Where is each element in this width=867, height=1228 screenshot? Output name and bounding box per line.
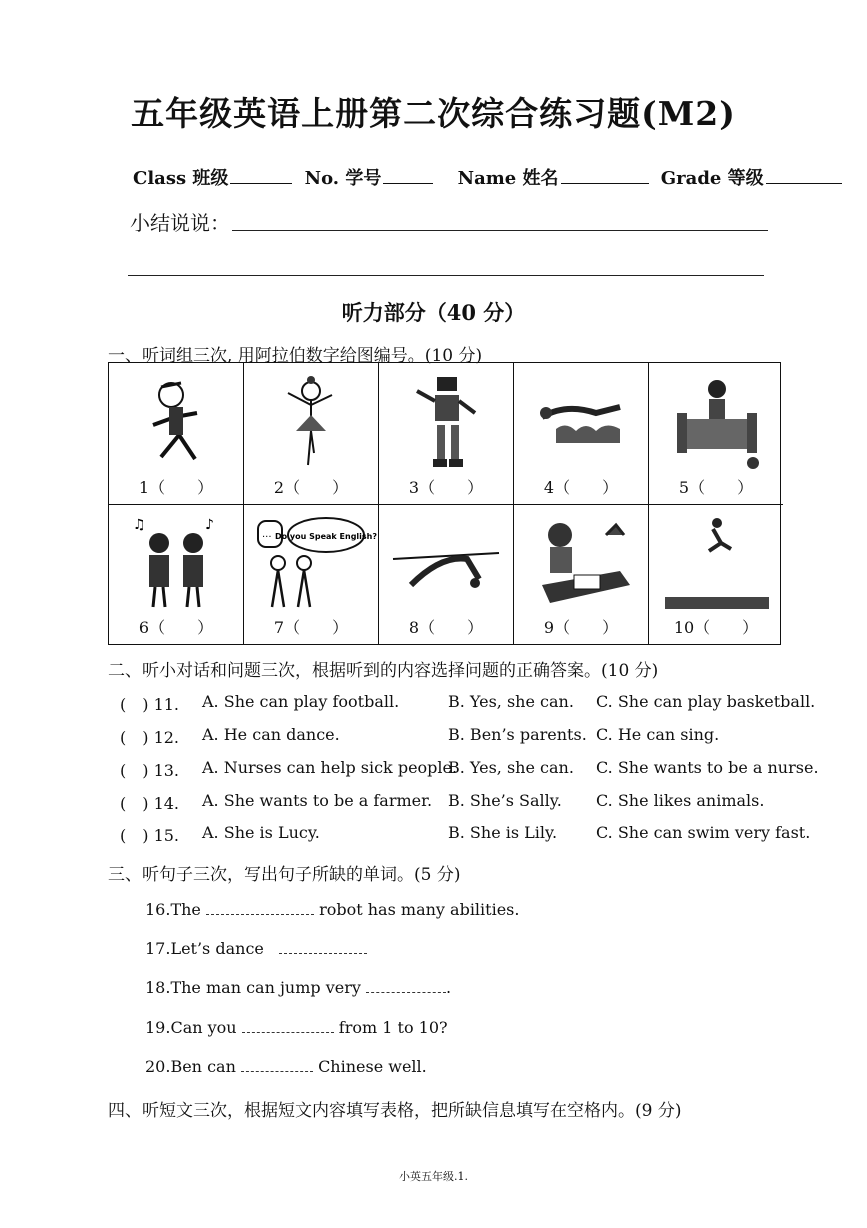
grade-label: Grade 等级 [660, 168, 764, 189]
girl-writing-icon [521, 515, 641, 615]
option-a: A. He can dance. [202, 725, 340, 744]
picture-cell-9 [514, 505, 649, 644]
question-number[interactable]: ( ) 11. [120, 695, 180, 714]
fill-item-18 [145, 978, 451, 997]
swimming-icon [526, 373, 636, 473]
dancing-girl-icon [266, 373, 356, 473]
option-b: B. Yes, she can. [448, 758, 574, 777]
picture-cell-2 [244, 363, 379, 505]
fill-item-20 [145, 1057, 427, 1076]
option-c: C. She likes animals. [596, 791, 765, 810]
class-label: Class 班级 [133, 168, 229, 189]
page-footer: 小英五年级.1. [399, 1170, 468, 1183]
cell-number: 1（ ） [138, 478, 214, 497]
fill-prefix: 18.The man can jump very [145, 978, 361, 997]
summary-line-2[interactable] [128, 275, 764, 276]
summary-line-1[interactable] [232, 230, 768, 231]
part1-heading: 一、听词组三次, 用阿拉伯数字给图编号。(10 分) [108, 346, 483, 366]
speaking-figures-icon [256, 515, 377, 615]
cell-number: 6（ ） [138, 618, 214, 637]
speech-dots: ... [262, 529, 272, 540]
picture-cell-8 [379, 505, 514, 644]
option-c: C. She can play basketball. [596, 692, 816, 711]
picture-cell-3 [379, 363, 514, 505]
picture-cell-1 [109, 363, 244, 505]
fill-item-19 [145, 1018, 448, 1037]
running-boy-icon [131, 373, 221, 473]
picture-cell-5 [649, 363, 783, 505]
picture-cell-10 [649, 505, 783, 644]
fill-suffix: . [446, 978, 452, 997]
fill-prefix: 19.Can you [145, 1018, 237, 1037]
cell-number: 10（ ） [673, 618, 759, 637]
cell-number: 5（ ） [678, 478, 754, 497]
picture-grid [108, 362, 781, 645]
fill-item-17 [145, 939, 367, 958]
cell-number: 9（ ） [543, 618, 619, 637]
class-field[interactable] [230, 169, 292, 184]
option-a: A. Nurses can help sick people. [202, 758, 458, 777]
no-label: No. 学号 [304, 168, 382, 189]
cell-number: 4（ ） [543, 478, 619, 497]
answer-blank[interactable] [279, 941, 367, 954]
picture-cell-7 [244, 505, 379, 644]
answer-blank[interactable] [242, 1020, 334, 1033]
grade-field[interactable] [766, 169, 842, 184]
option-a: A. She is Lucy. [202, 823, 320, 842]
answer-blank[interactable] [241, 1059, 313, 1072]
option-c: C. He can sing. [596, 725, 720, 744]
fill-suffix: Chinese well. [318, 1057, 427, 1076]
question-number[interactable]: ( ) 13. [120, 761, 180, 780]
listening-heading: 听力部分（40 分） [341, 300, 526, 325]
question-number[interactable]: ( ) 12. [120, 728, 180, 747]
fill-item-16 [145, 900, 519, 919]
part2-heading: 二、听小对话和问题三次，根据听到的内容选择问题的正确答案。(10 分) [108, 661, 659, 681]
name-label: Name 姓名 [457, 168, 559, 189]
option-c: C. She can swim very fast. [596, 823, 811, 842]
option-b: B. Yes, she can. [448, 692, 574, 711]
option-c: C. She wants to be a nurse. [596, 758, 819, 777]
answer-blank[interactable] [206, 902, 314, 915]
summary-label: 小结说说： [130, 211, 230, 235]
question-number[interactable]: ( ) 14. [120, 794, 180, 813]
speech-bubble-text: Do you Speak English? [275, 532, 377, 541]
question-number[interactable]: ( ) 15. [120, 826, 180, 845]
cell-number: 2（ ） [273, 478, 349, 497]
option-a: A. She wants to be a farmer. [202, 791, 433, 810]
part4-heading: 四、听短文三次，根据短文内容填写表格，把所缺信息填写在空格内。(9 分) [108, 1101, 682, 1121]
option-b: B. She is Lily. [448, 823, 558, 842]
name-field[interactable] [561, 169, 649, 184]
no-field[interactable] [383, 169, 433, 184]
option-a: A. She can play football. [202, 692, 400, 711]
girl-on-sofa-icon [671, 373, 761, 473]
fill-suffix: from 1 to 10? [338, 1018, 448, 1037]
option-b: B. She’s Sally. [448, 791, 562, 810]
part3-heading: 三、听句子三次，写出句子所缺的单词。(5 分) [108, 865, 461, 885]
cell-number: 8（ ） [408, 618, 484, 637]
fill-prefix: 16.The [145, 900, 201, 919]
singing-girls-icon [131, 515, 221, 615]
fill-suffix: robot has many abilities. [319, 900, 520, 919]
page-title: 五年级英语上册第二次综合练习题(M2) [131, 94, 736, 133]
long-jump-icon [656, 515, 776, 615]
picture-cell-6 [109, 505, 244, 644]
svg-text:♫: ♫ [133, 517, 146, 533]
picture-cell-4 [514, 363, 649, 505]
cell-number: 7（ ） [273, 618, 349, 637]
student-info-row [133, 164, 848, 190]
cell-number: 3（ ） [408, 478, 484, 497]
fill-prefix: 20.Ben can [145, 1057, 236, 1076]
robot-icon [401, 373, 491, 473]
fill-prefix: 17.Let’s dance [145, 939, 264, 958]
option-b: B. Ben’s parents. [448, 725, 587, 744]
answer-blank[interactable] [366, 980, 446, 993]
svg-text:♪: ♪ [205, 517, 214, 533]
high-jump-icon [386, 515, 506, 615]
